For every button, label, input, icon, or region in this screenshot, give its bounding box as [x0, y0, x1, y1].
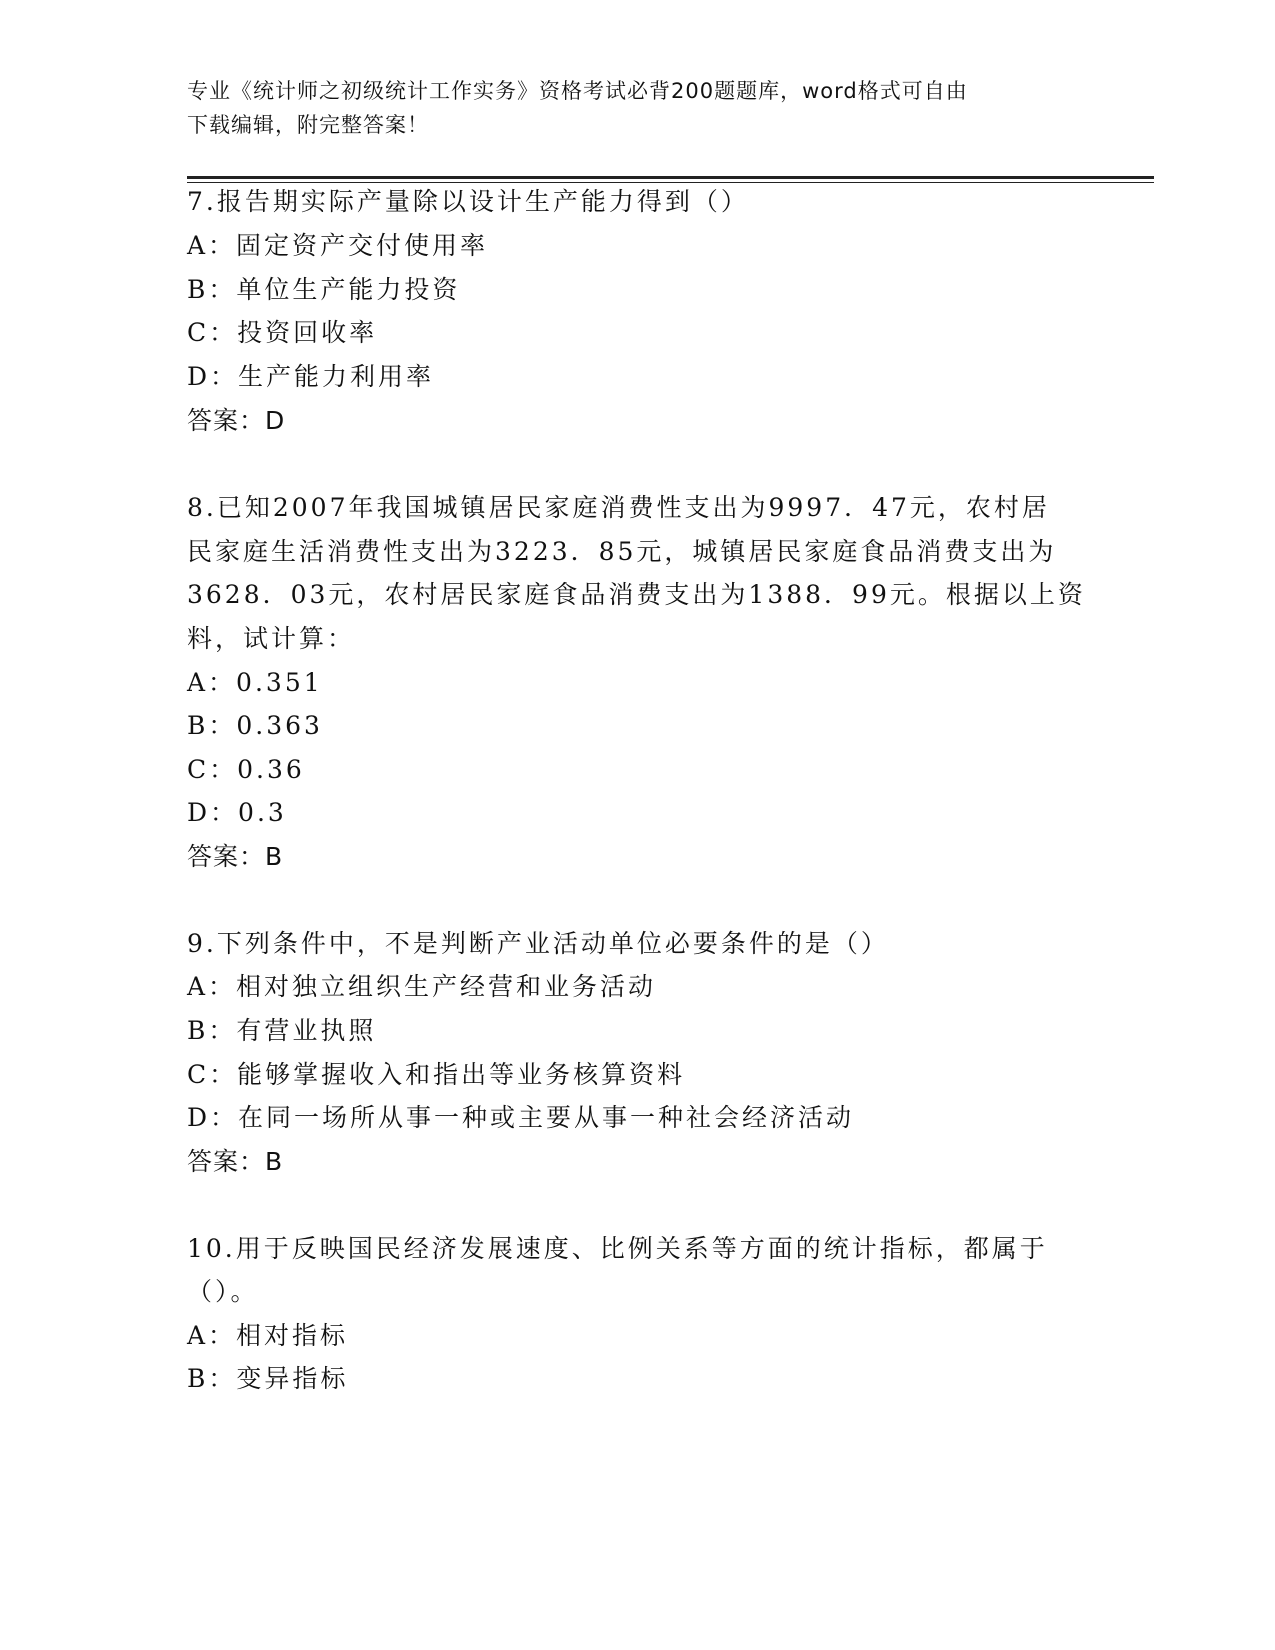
question-8-option-d: D：0.3: [187, 798, 287, 827]
question-9-stem: 9.下列条件中，不是判断产业活动单位必要条件的是（）: [187, 929, 889, 958]
question-8-option-a: A：0.351: [187, 668, 323, 697]
question-8-stem-line-2: 民家庭生活消费性支出为3223．85元，城镇居民家庭食品消费支出为: [187, 537, 1057, 566]
question-8-option-c: C：0.36: [187, 755, 305, 784]
header-divider-thin: [187, 182, 1154, 183]
question-8-answer: 答案：B: [187, 842, 284, 871]
question-7-answer: 答案：D: [187, 406, 286, 435]
question-9-option-b: B：有营业执照: [187, 1016, 377, 1045]
question-7-option-b: B：单位生产能力投资: [187, 275, 461, 304]
question-7-option-d: D：生产能力利用率: [187, 362, 435, 391]
question-7-option-c: C：投资回收率: [187, 318, 378, 347]
question-9-option-a: A：相对独立组织生产经营和业务活动: [187, 972, 657, 1001]
document-header: [187, 74, 1067, 142]
question-9-answer: 答案：B: [187, 1147, 284, 1176]
question-9-option-c: C：能够掌握收入和指出等业务核算资料: [187, 1060, 686, 1089]
question-8-option-b: B：0.363: [187, 711, 323, 740]
question-9-option-d: D：在同一场所从事一种或主要从事一种社会经济活动: [187, 1103, 855, 1132]
header-line-2: 下载编辑，附完整答案！: [187, 113, 429, 137]
question-10-option-a: A：相对指标: [187, 1321, 349, 1350]
question-8-stem-line-4: 料，试计算：: [187, 624, 356, 653]
header-divider-thick: [187, 176, 1154, 179]
question-7-stem: 7.报告期实际产量除以设计生产能力得到（）: [187, 187, 749, 216]
header-line-1: 专业《统计师之初级统计工作实务》资格考试必背200题题库，word格式可自由: [187, 79, 968, 103]
question-8-stem-line-1: 8.已知2007年我国城镇居民家庭消费性支出为9997．47元，农村居: [187, 493, 1050, 522]
question-10-option-b: B：变异指标: [187, 1364, 349, 1393]
question-7-option-a: A：固定资产交付使用率: [187, 231, 489, 260]
question-10-stem-line-2: （）。: [187, 1277, 259, 1306]
question-8-stem-line-3: 3628．03元，农村居民家庭食品消费支出为1388．99元。根据以上资: [187, 580, 1086, 609]
question-10-stem-line-1: 10.用于反映国民经济发展速度、比例关系等方面的统计指标，都属于: [187, 1234, 1048, 1263]
